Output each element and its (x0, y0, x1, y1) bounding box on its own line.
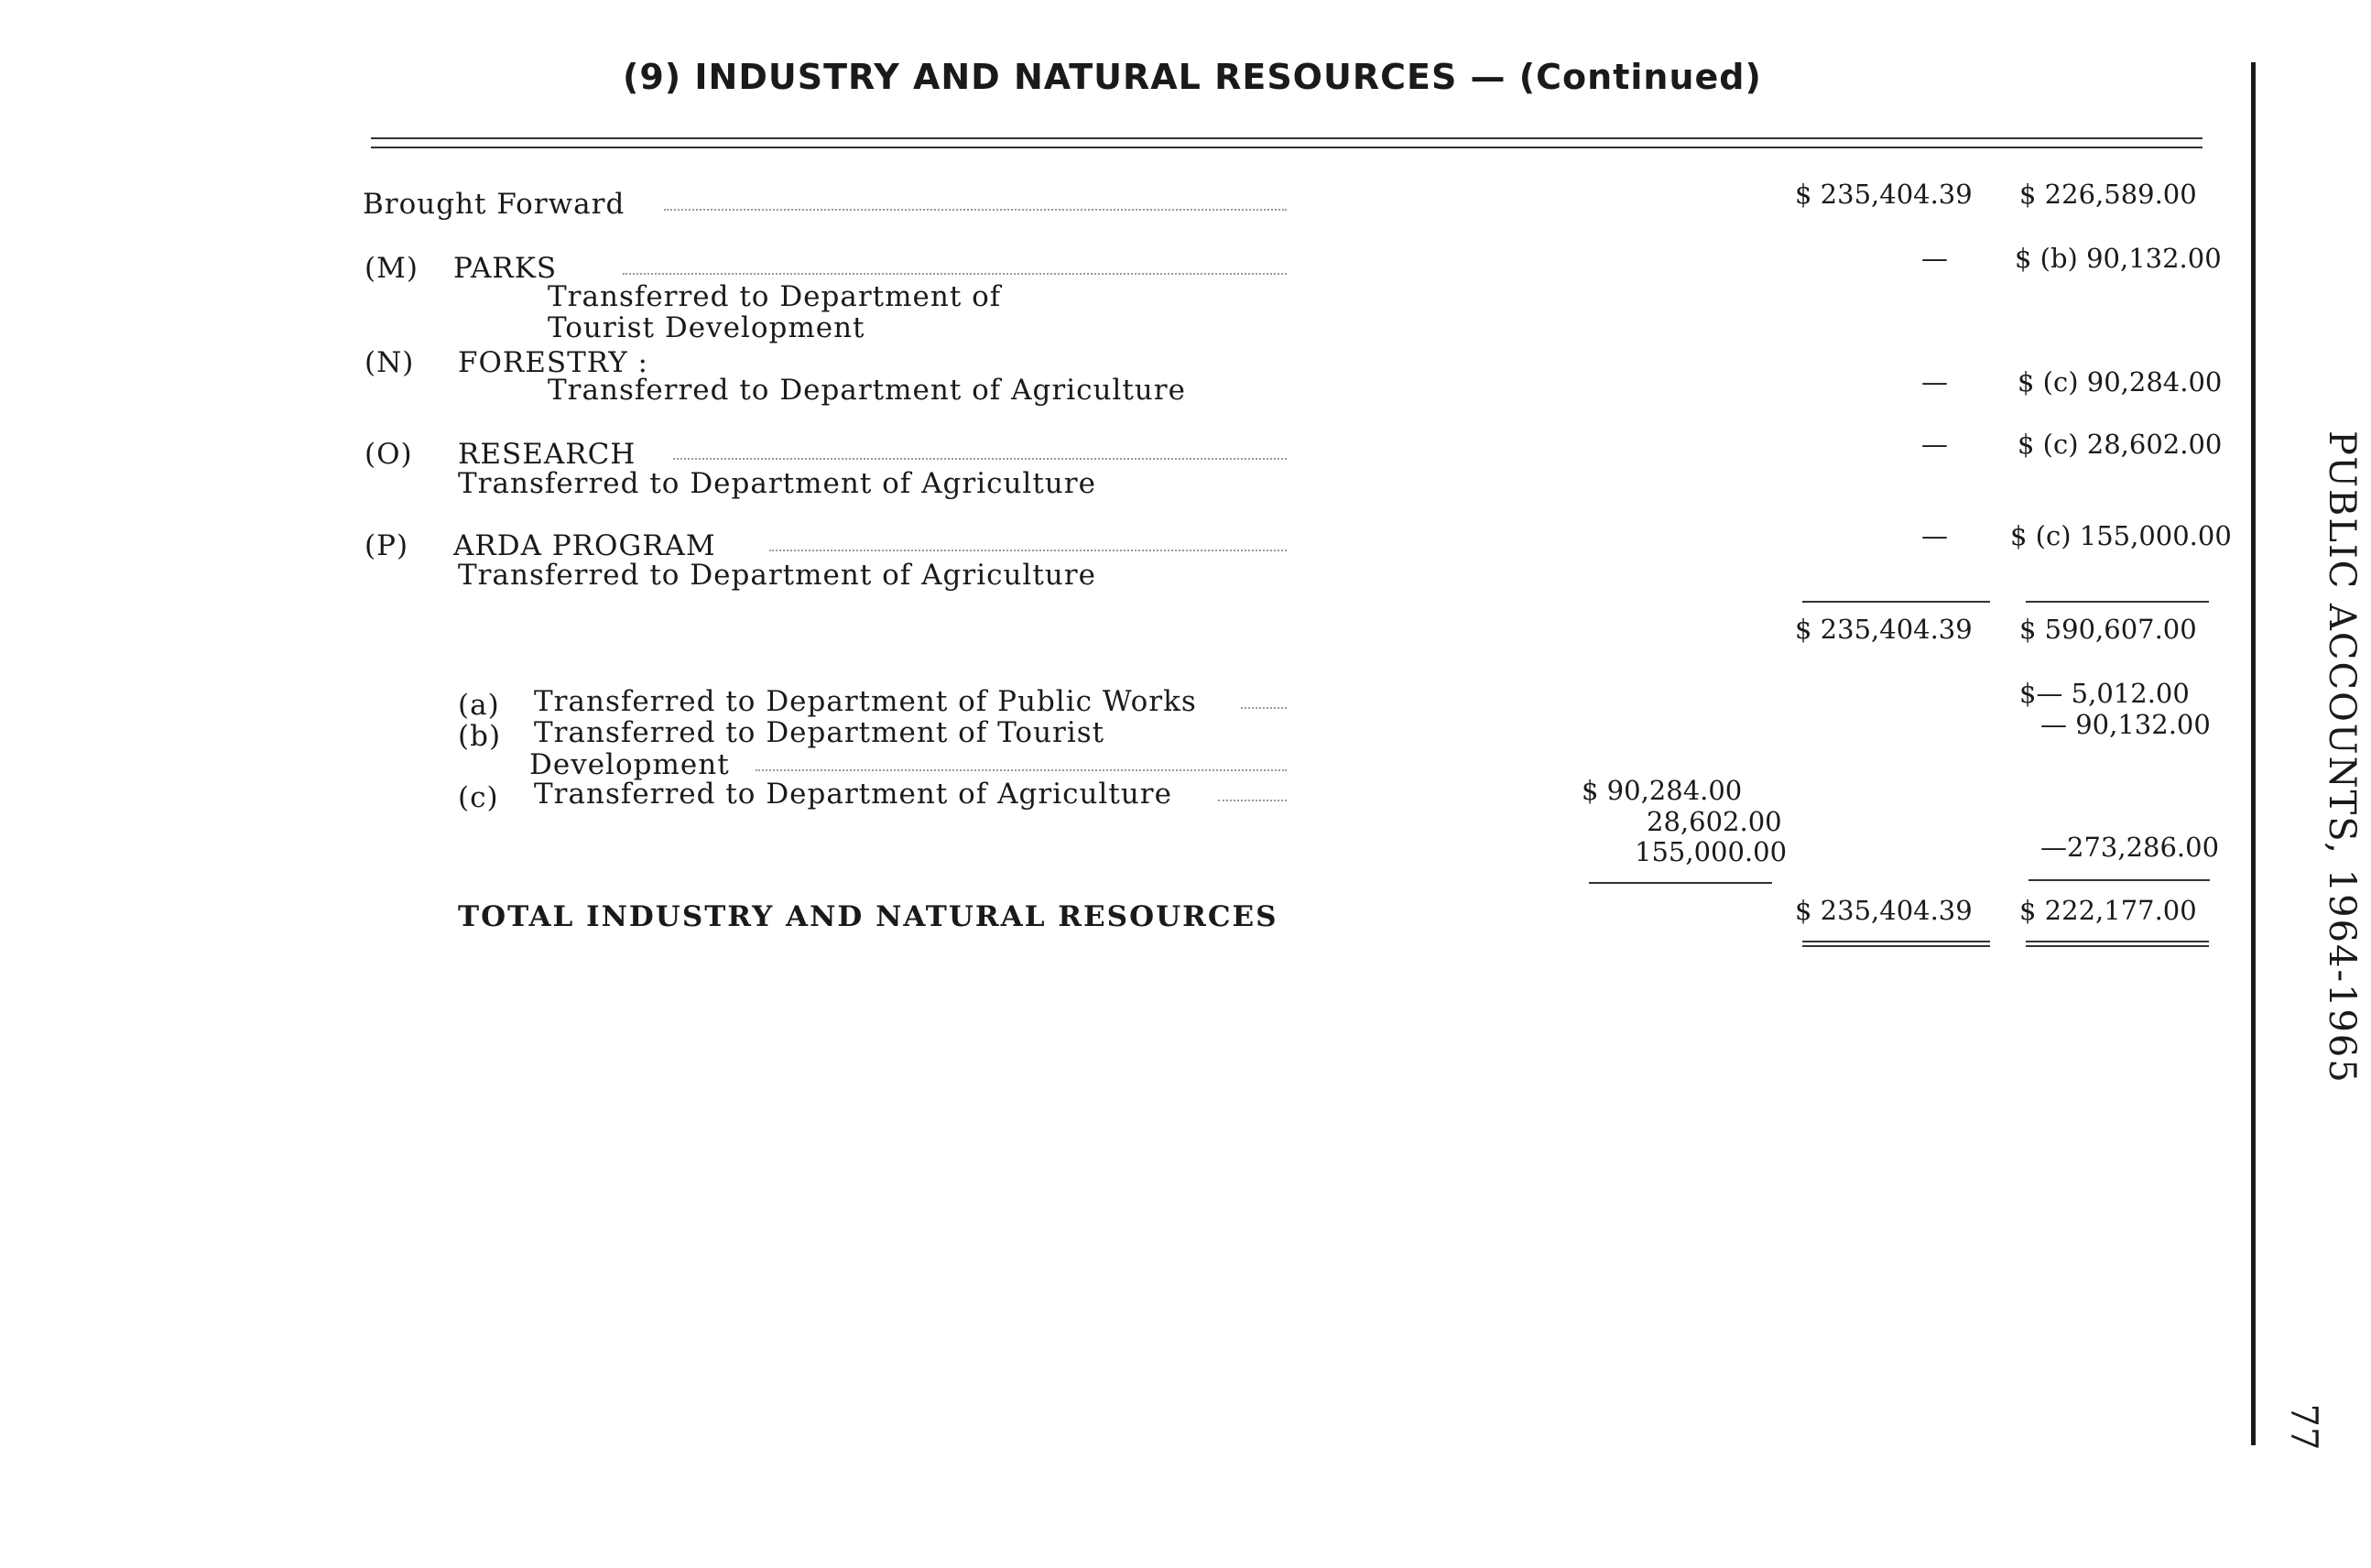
total-label: TOTAL INDUSTRY AND NATURAL RESOURCES (458, 900, 1278, 933)
subtotal-col2: $ 590,607.00 (2019, 614, 2197, 645)
subtotal-rule-col1 (1802, 601, 1990, 603)
page-title: (9) INDUSTRY AND NATURAL RESOURCES — (Continued) (623, 57, 1762, 97)
leader-dots (1241, 707, 1287, 709)
note-label-cont: Development (529, 748, 730, 781)
row-label: FORESTRY : (458, 346, 648, 379)
note-col2: $— 5,012.00 (2019, 678, 2190, 709)
row-code: (O) (364, 438, 413, 471)
total-double-rule-col1 (1802, 945, 1990, 947)
total-col2: $ 222,177.00 (2019, 895, 2197, 926)
note-amount: $ 90,284.00 (1582, 775, 1743, 806)
note-code: (b) (458, 720, 502, 753)
note-amount: 28,602.00 (1647, 806, 1782, 837)
note-col2: —273,286.00 (2040, 832, 2220, 863)
amounts-rule (1589, 882, 1772, 884)
note-label: Transferred to Department of Tourist (534, 716, 1105, 749)
total-double-rule-col2 (2026, 941, 2209, 942)
row-code: (N) (364, 346, 415, 379)
brought-forward-label: Brought Forward (363, 188, 625, 221)
row-col2: $ (c) 90,284.00 (2018, 366, 2223, 397)
running-header (2312, 430, 2367, 1456)
running-header-text: PUBLIC ACCOUNTS, 1964-1965 (2321, 430, 2363, 1084)
leader-dots (673, 458, 1287, 460)
note-label: Transferred to Department of Agriculture (534, 778, 1172, 811)
row-label: PARKS (453, 252, 558, 285)
note-amount: 155,000.00 (1635, 836, 1788, 867)
subtotal-col1: $ 235,404.39 (1795, 614, 1973, 645)
total-double-rule-col1 (1802, 941, 1990, 942)
subtotal-rule-col2 (2026, 601, 2209, 603)
row-label: ARDA PROGRAM (453, 529, 716, 562)
row-sublabel: Tourist Development (548, 311, 865, 344)
leader-dots (756, 769, 1287, 771)
header-rule-bottom (371, 147, 2202, 148)
row-col1: — (1921, 520, 1948, 551)
row-sublabel: Transferred to Department of (548, 280, 1002, 313)
leader-dots (664, 209, 1287, 211)
row-sublabel: Transferred to Department of Agriculture (548, 374, 1186, 407)
row-col2: $ (b) 90,132.00 (2015, 243, 2222, 274)
total-col1: $ 235,404.39 (1795, 895, 1973, 926)
page-number: 77 (2282, 1403, 2325, 1451)
row-sublabel: Transferred to Department of Agriculture (458, 467, 1096, 500)
total-rule-col2-top (2028, 879, 2210, 881)
row-label: RESEARCH (458, 438, 636, 471)
note-code: (a) (458, 689, 500, 722)
row-code: (P) (364, 529, 409, 562)
row-code: (M) (364, 252, 419, 285)
margin-rule (2251, 62, 2256, 1445)
row-col1: — (1921, 366, 1948, 397)
brought-forward-col2: $ 226,589.00 (2019, 179, 2197, 210)
leader-dots (623, 273, 1287, 275)
leader-dots (1218, 800, 1287, 801)
note-label: Transferred to Department of Public Works (534, 685, 1197, 718)
brought-forward-col1: $ 235,404.39 (1795, 179, 1973, 210)
note-col2: — 90,132.00 (2040, 709, 2211, 740)
row-col2: $ (c) 155,000.00 (2010, 520, 2232, 551)
total-double-rule-col2 (2026, 945, 2209, 947)
leader-dots (769, 550, 1287, 551)
header-rule-top (371, 137, 2202, 139)
row-col2: $ (c) 28,602.00 (2018, 429, 2223, 460)
row-col1: — (1921, 429, 1948, 460)
row-col1: — (1921, 243, 1948, 274)
row-sublabel: Transferred to Department of Agriculture (458, 559, 1096, 592)
note-code: (c) (458, 781, 499, 814)
